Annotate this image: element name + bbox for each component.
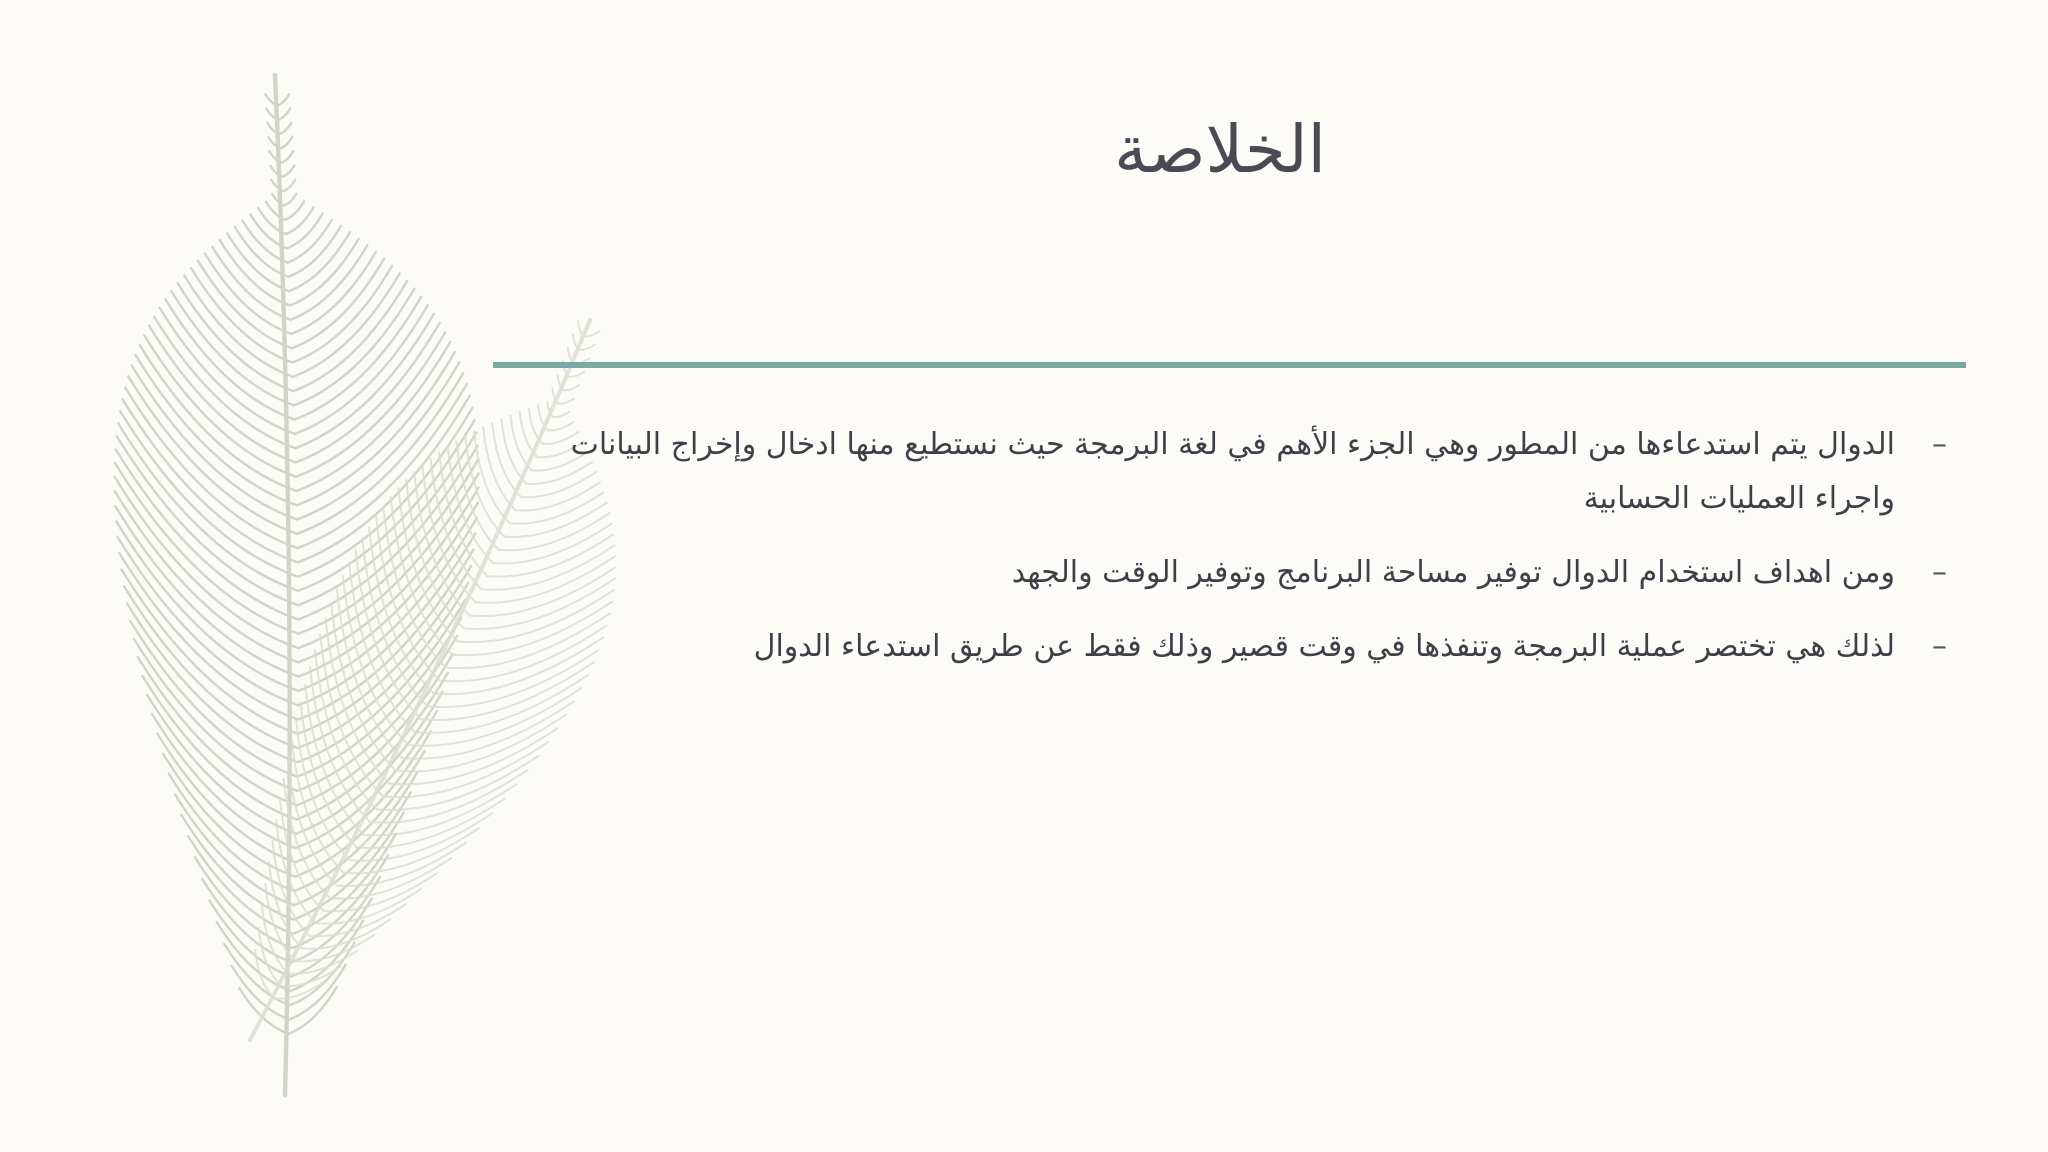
bullet-text: لذلك هي تختصر عملية البرمجة وتنفذها في وقت قصير وذلك فقط عن طريق استدعاء الدوال	[753, 629, 1895, 664]
feather-barb-back	[578, 321, 584, 336]
slide-title: الخلاصة	[1114, 111, 1326, 188]
bullet-item	[540, 418, 1955, 526]
bullet-dash: –	[1932, 629, 1947, 664]
feather-barb-main	[283, 180, 295, 192]
feather-barb-main	[289, 987, 337, 1034]
feather-barb-back	[330, 858, 451, 899]
feather-barb-back	[558, 399, 574, 404]
feather-barb-main	[294, 281, 408, 391]
title-divider	[493, 362, 1966, 368]
feather-barb-back	[573, 335, 579, 351]
feather-barb-back	[569, 372, 585, 377]
feather-barb-main	[184, 276, 293, 377]
feather-barb-main	[294, 289, 414, 406]
feather-barb-main	[296, 332, 445, 476]
feather-barb-back	[331, 604, 396, 771]
feather-barb-main	[283, 165, 295, 177]
bullet-dash: –	[1932, 427, 1947, 462]
feather-barb-main	[284, 194, 296, 206]
feather-barb-main	[286, 208, 314, 235]
bullet-text: الدوال يتم استدعاءها من المطور وهي الجزء الأهم في لغة البرمجة حيث نستطيع منها ادخال وإخراج البيانات واجراء العمليات الحسابية	[570, 427, 1895, 516]
feather-barb-main	[280, 123, 292, 135]
feather-barb-main	[149, 326, 296, 463]
feather-barb-back	[474, 432, 510, 524]
bullet-list	[540, 418, 1955, 694]
feather-barb-back	[553, 412, 569, 417]
bullet-text: ومن اهداف استخدام الدوال توفير مساحة البرنامج وتوفير الوقت والجهد	[1011, 555, 1895, 590]
feather-barb-back	[296, 721, 350, 860]
feather-barb-main	[288, 220, 332, 263]
feather-barb-main	[281, 137, 293, 149]
bullet-item	[540, 546, 1955, 600]
feather-barb-main	[279, 108, 291, 120]
feather-barb-main	[277, 94, 289, 106]
feather-barb-main	[224, 944, 290, 1005]
feather-barb-back	[483, 427, 515, 510]
feather-barb-back	[564, 385, 580, 390]
feather-barb-main	[288, 226, 341, 277]
feather-barb-main	[282, 151, 294, 163]
bullet-item	[540, 620, 1955, 674]
feather-barb-main	[297, 352, 455, 505]
bullet-dash: –	[1932, 555, 1947, 590]
feather-barb-back	[315, 650, 377, 809]
feather-barb-back	[402, 701, 574, 758]
